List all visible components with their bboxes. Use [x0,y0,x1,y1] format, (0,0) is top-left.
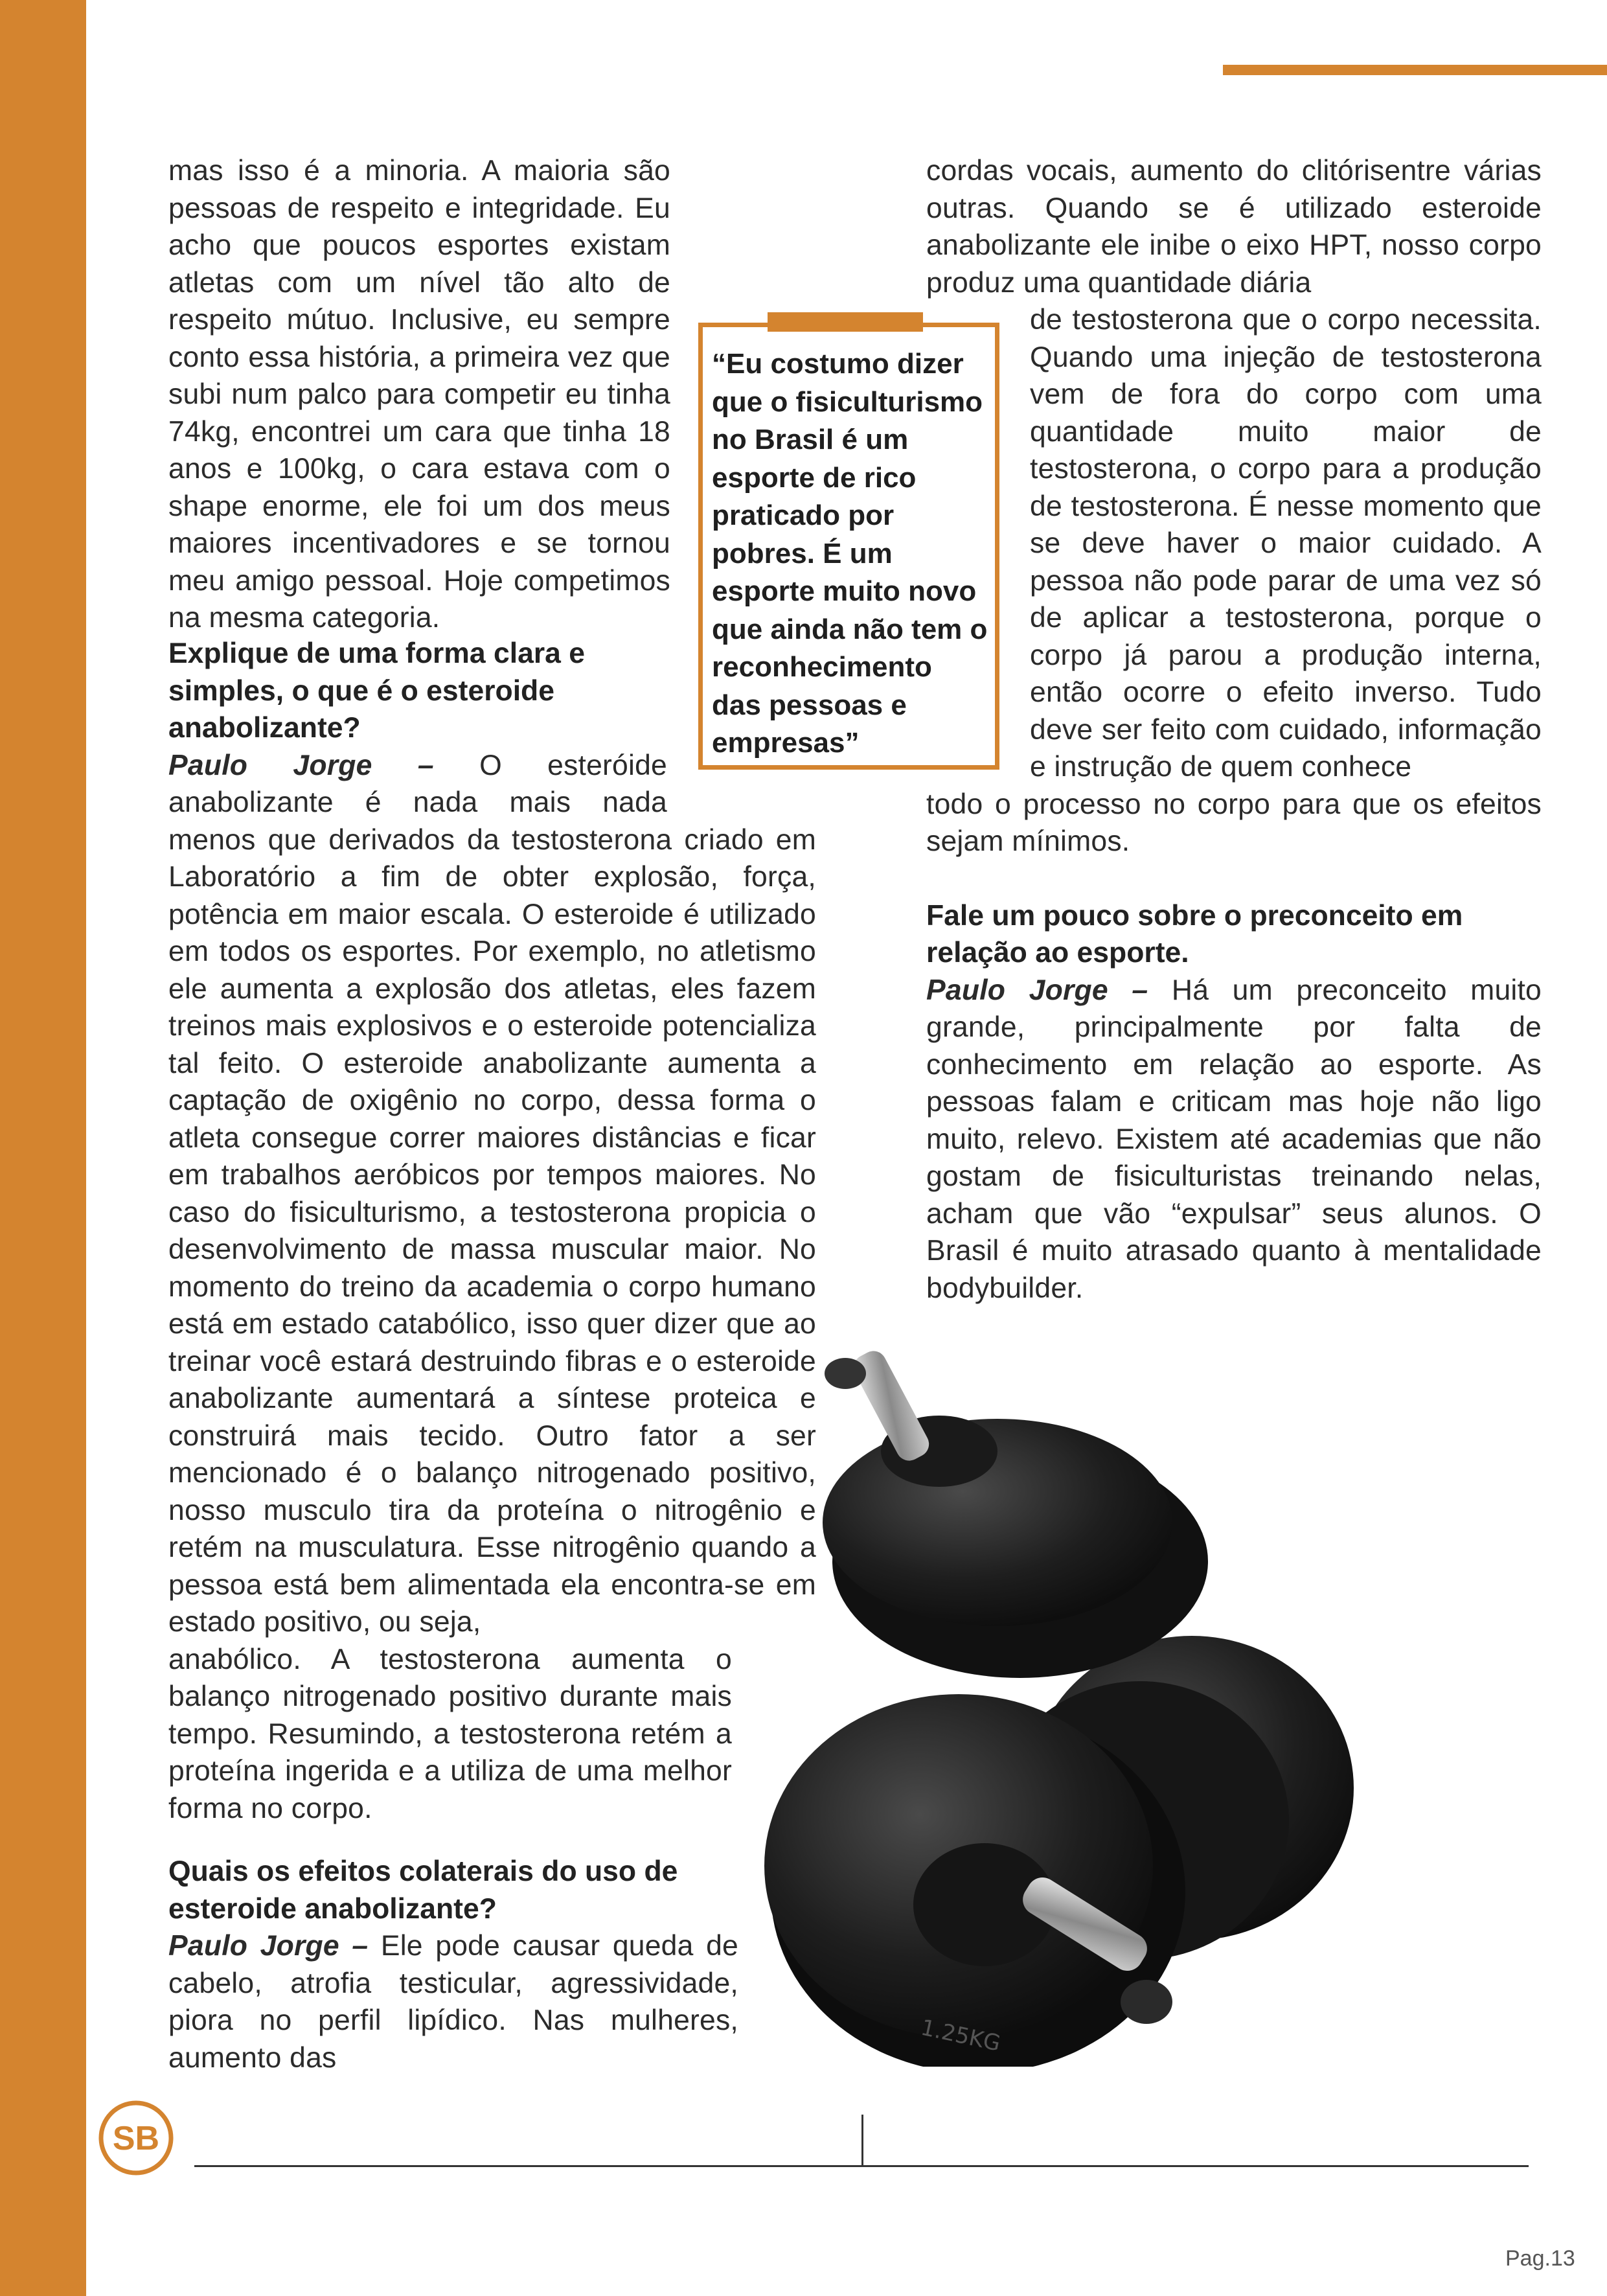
question-2: Quais os efeitos colaterais do uso de esteroide anabolizante? [168,1855,678,1925]
logo-text: SB [112,2120,160,2157]
top-accent-rule [1223,65,1607,75]
answer-3-lead: Paulo Jorge – [926,974,1148,1006]
footer-tick [861,2115,863,2166]
dumbbell-image [725,1348,1464,2067]
answer-2-lead: Paulo Jorge – [168,1930,369,1962]
question-3: Fale um pouco sobre o preconceito em relação ao esporte. [926,899,1463,969]
right-column [926,152,1542,1307]
q2-block [168,1853,738,2076]
answer-1 [168,747,816,1828]
right-after-paragraph: todo o processo no corpo para que os efeitos sejam mínimos. [926,788,1542,857]
answer-1-end: anabólico. A testosterona aumenta o balanço nitrogenado positivo durante mais tempo. Resumindo, a testosterona retém a proteína ingerida e a utiliza de uma melhor forma no corpo. [168,1643,732,1824]
orange-sidebar [0,0,86,2296]
right-wrap-paragraph: de testosterona que o corpo necessita. Quando uma injeção de testosterona vem de fora do corpo com uma quantidade muito maior de testosterona, o corpo para a produção de testosterona. É nesse momento que se deve haver o maior cuidado. A pessoa não pode parar de uma vez só de aplicar a testosterona, porque o corpo já parou a produção interna, então ocorre o efeito inverso. Tudo deve ser feito com cuidado, informação e instrução de quem conhece [1030,304,1542,783]
answer-2 [168,1927,738,2076]
right-top-paragraph: cordas vocais, aumento do clitórisentre várias outras. Quando se é utilizado esteroide anabolizante ele inibe o eixo HPT, nosso corpo produz uma quantidade diária [926,155,1542,299]
q1-block [168,635,816,1827]
intro-text-2: mas isso é a minoria. A maioria são pessoas de respeito e integridade. Eu acho que poucos esportes existam atletas com um nível tão alto de respeito mútuo. Inclusive, eu sempre conto essa história, a primeira vez que subi num palco para competir eu tinha 74kg, encontrei um cara que tinha 18 anos e 100kg, o cara estava com o shape enorme, ele foi um dos meus maiores incentivadores e se tornou meu amigo pessoal. Hoje competimos na mesma categoria. [168,155,670,634]
answer-3 [926,972,1542,1307]
pull-quote-tab [768,312,923,332]
footer-rule [194,2165,1529,2167]
answer-1-text: O esteróide anabolizante é nada mais nada menos que derivados da testosterona criado em Laboratório a fim de obter explosão, força, potência em maior escala. O esteroide é utilizado em todos os esportes. Por exemplo, no atletismo ele aumenta a explosão dos atletas, eles fazem treinos mais explosivos e o esteroide potencializa tal feito. O esteroide anabolizante aumenta a captação de oxigênio no corpo, dessa forma o atleta consegue correr maiores distâncias e ficar em trabalhos aeróbicos por tempos maiores. No caso do fisiculturismo, a testosterona propicia o desenvolvimento de massa muscular maior. No momento do treino da academia o corpo humano está em estado catabólico, isso quer dizer que ao treinar você estará destruindo fibras e o esteroide anabolizante aumentará a síntese proteica e construirá mais tecido. Outro fator a ser mencionado é o balanço nitrogenado positivo, nosso musculo tira da proteína o nitrogênio e retém na musculatura. Esse nitrogênio quando a pessoa está bem alimentada ela encontra-se em estado positivo, ou seja, [168,749,816,1638]
question-1: Explique de uma forma clara e simples, o que é o esteroide anabolizante? [168,637,586,744]
gap [926,860,1542,897]
page-number: Pag.13 [1505,2246,1575,2271]
plate-label: 1.25KG [918,2014,1003,2057]
pull-quote-text: “Eu costumo dizer que o fisiculturismo no Brasil é um esporte de rico praticado por pobres. É um esporte muito novo que ainda não tem o reconhecimento das pessoas e empresas” [712,348,988,759]
answer-1-lead: Paulo Jorge – [168,749,434,781]
answer-2-text: Ele pode causar queda de cabelo, atrofia testicular, agressividade, piora no perfil lipídico. Nas mulheres, aumento das [168,1930,738,2074]
answer-3-text: Há um preconceito muito grande, principalmente por falta de conhecimento em relação ao esporte. As pessoas falam e criticam mas hoje não ligo muito, relevo. Existem até academias que não gostam de fisiculturistas treinando nelas, acham que vão “expulsar” seus alunos. O Brasil é muito atrasado quanto à mentalidade bodybuilder. [926,974,1542,1304]
sb-logo [97,2099,175,2177]
